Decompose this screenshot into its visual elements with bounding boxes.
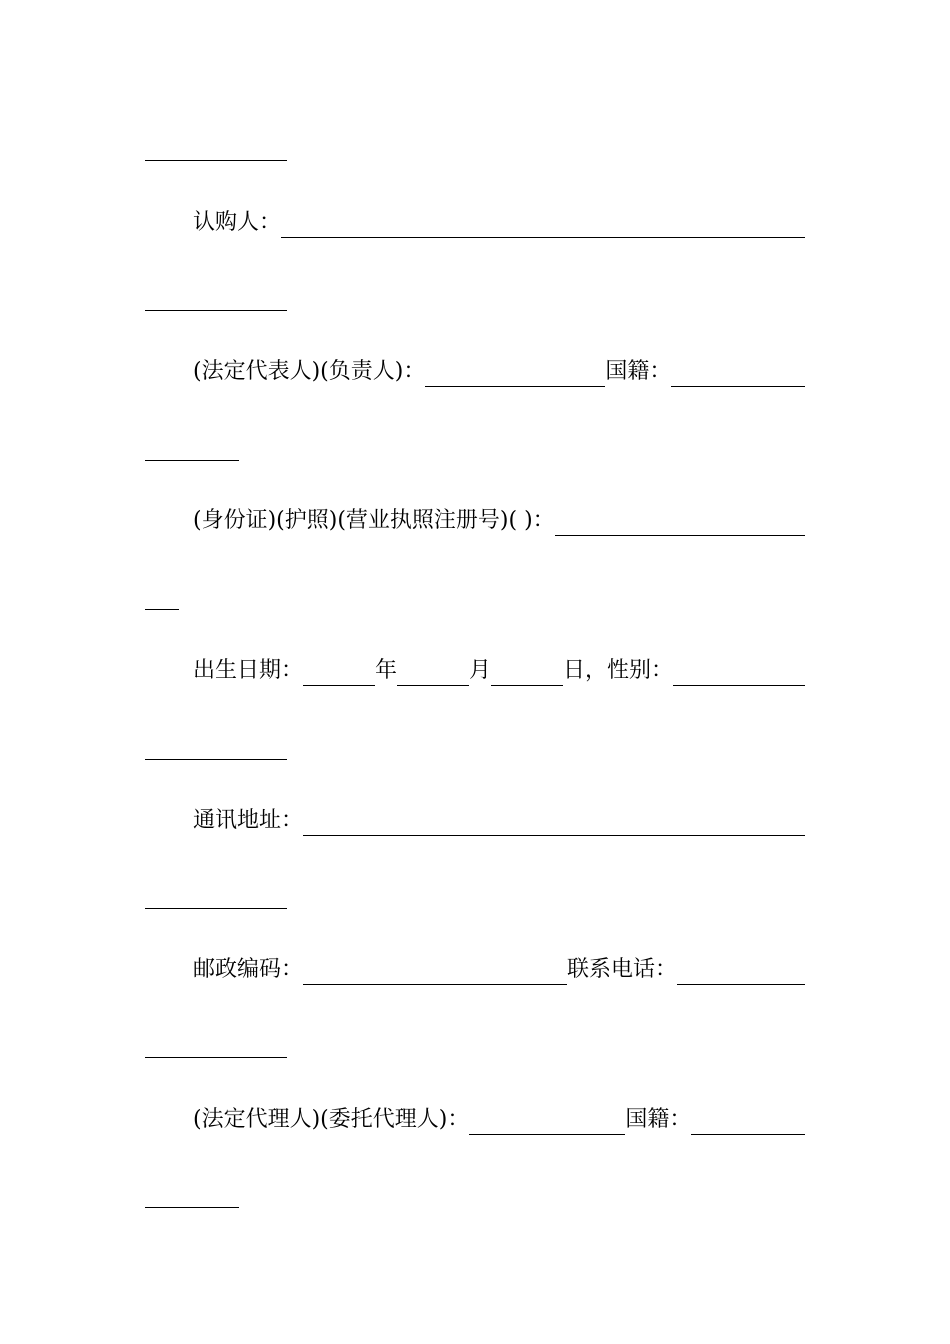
nationality-label: 国籍： (605, 359, 672, 384)
representative-label: (法定代表人)(负责人)： (193, 359, 426, 384)
id-blank[interactable] (555, 513, 805, 536)
address-blank[interactable] (303, 813, 805, 836)
birth-month-blank[interactable] (397, 663, 469, 686)
continuation-blank[interactable] (145, 159, 287, 161)
birth-row (193, 656, 805, 686)
year-label: 年 (375, 658, 398, 683)
agent-nationality-blank-continued[interactable] (145, 1206, 239, 1208)
representative-blank[interactable] (425, 364, 605, 387)
phone-blank[interactable] (677, 962, 805, 985)
address-label: 通讯地址： (193, 808, 304, 833)
address-blank-continued[interactable] (145, 907, 287, 909)
month-label: 月 (469, 658, 492, 683)
nationality-blank[interactable] (671, 364, 805, 387)
day-gender-label: 日，性别： (563, 658, 674, 683)
id-label: (身份证)(护照)(营业执照注册号)( )： (193, 508, 555, 533)
subscriber-row (193, 208, 805, 238)
agent-nationality-label: 国籍： (625, 1107, 692, 1132)
postcode-label: 邮政编码： (193, 957, 304, 982)
id-blank-continued[interactable] (145, 608, 179, 610)
subscriber-blank-continued[interactable] (145, 309, 287, 311)
representative-row (193, 357, 805, 387)
agent-row (193, 1105, 805, 1135)
birth-day-blank[interactable] (491, 663, 563, 686)
phone-blank-continued[interactable] (145, 1056, 287, 1058)
gender-blank-continued[interactable] (145, 758, 287, 760)
subscriber-blank[interactable] (281, 215, 805, 238)
agent-blank[interactable] (469, 1112, 625, 1135)
postcode-blank[interactable] (303, 962, 567, 985)
birth-label: 出生日期： (193, 658, 304, 683)
gender-blank[interactable] (673, 663, 805, 686)
phone-label: 联系电话： (567, 957, 678, 982)
subscriber-label: 认购人： (193, 210, 282, 235)
agent-label: (法定代理人)(委托代理人)： (193, 1107, 470, 1132)
id-row (193, 506, 805, 536)
address-row (193, 806, 805, 836)
nationality-blank-continued[interactable] (145, 459, 239, 461)
agent-nationality-blank[interactable] (691, 1112, 805, 1135)
postcode-phone-row (193, 955, 805, 985)
birth-year-blank[interactable] (303, 663, 375, 686)
